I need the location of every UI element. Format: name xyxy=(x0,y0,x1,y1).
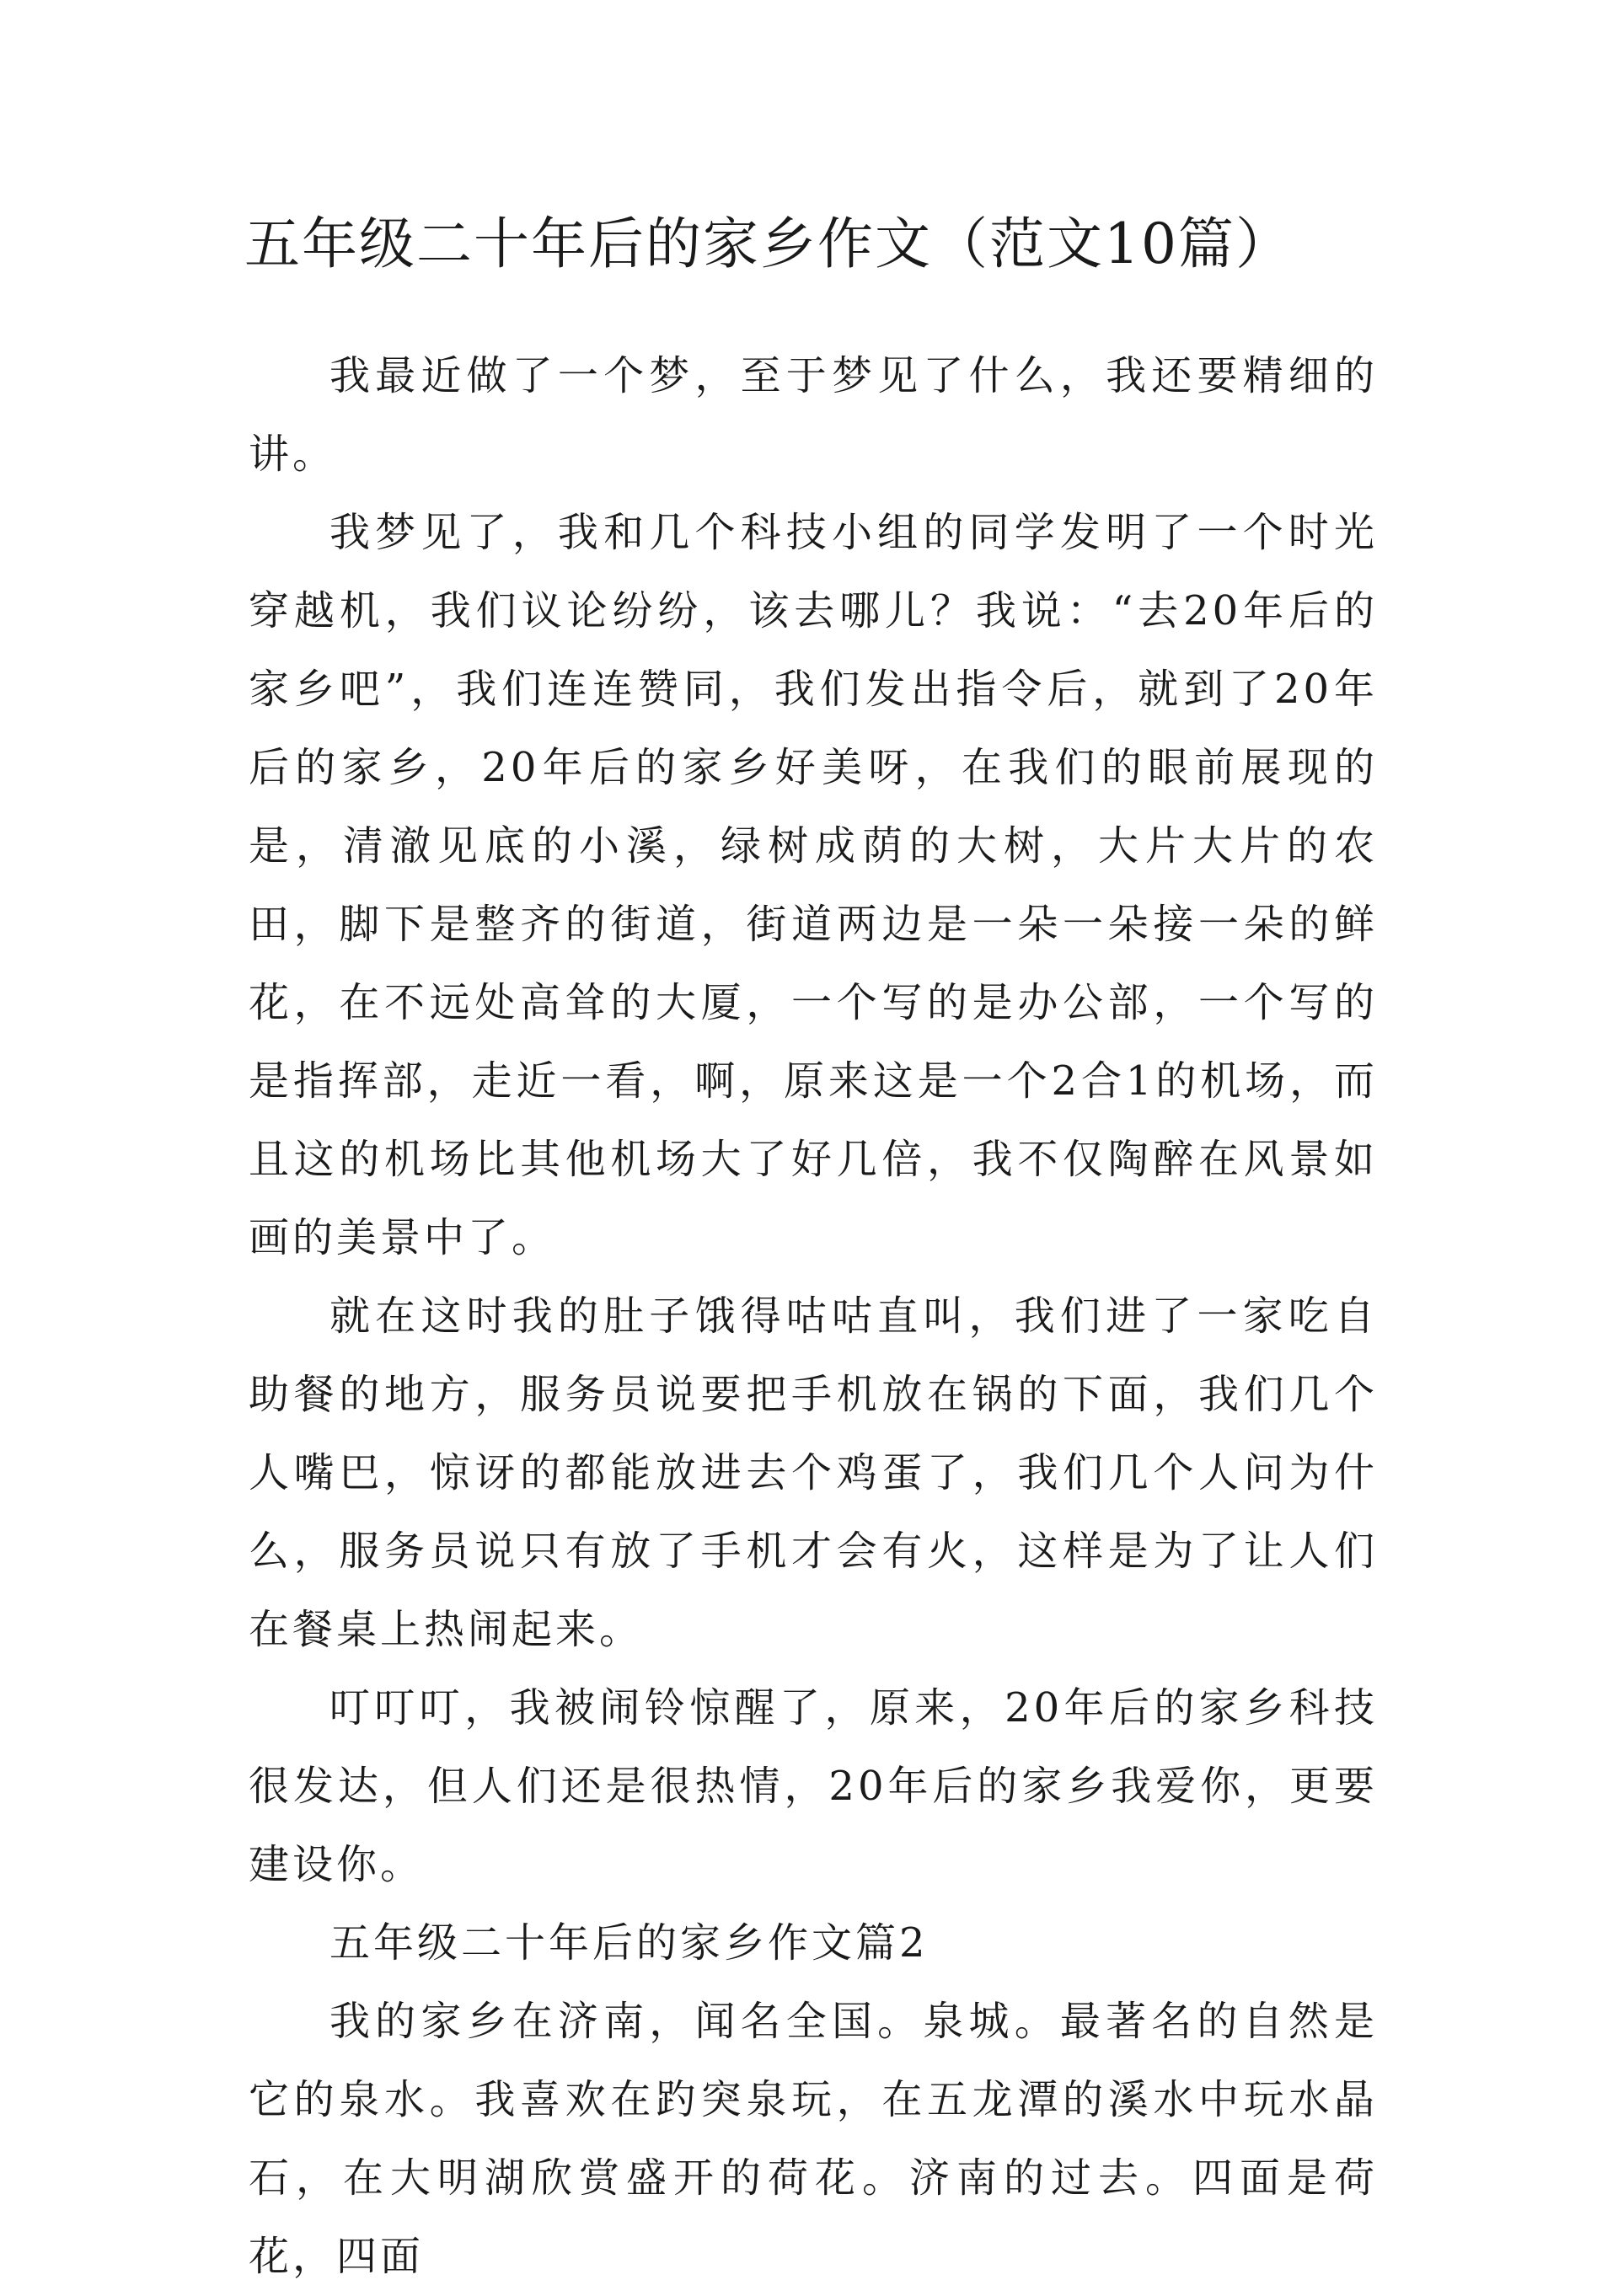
document-title: 五年级二十年后的家乡作文（范文10篇） xyxy=(244,211,1293,276)
paragraph: 我最近做了一个梦，至于梦见了什么，我还要精细的讲。 xyxy=(249,352,1378,478)
section-heading: 五年级二十年后的家乡作文篇2 xyxy=(329,1919,929,1967)
paragraph: 我的家乡在济南，闻名全国。泉城。最著名的自然是它的泉水。我喜欢在趵突泉玩，在五龙潭的溪水中玩水晶石，在大明湖欣赏盛开的荷花。济南的过去。四面是荷花，四面 xyxy=(249,1998,1378,2280)
paragraph: 叮叮叮，我被闹铃惊醒了，原来，20年后的家乡科技很发达，但人们还是很热情，20年后的家乡我爱你，更要建设你。 xyxy=(249,1684,1378,1888)
document-body xyxy=(249,337,1378,2296)
paragraph: 就在这时我的肚子饿得咕咕直叫，我们进了一家吃自助餐的地方，服务员说要把手机放在锅的下面，我们几个人嘴巴，惊讶的都能放进去个鸡蛋了，我们几个人问为什么，服务员说只有放了手机才会有火，这样是为了让人们在餐桌上热闹起来。 xyxy=(249,1293,1378,1653)
paragraph: 我梦见了，我和几个科技小组的同学发明了一个时光穿越机，我们议论纷纷，该去哪儿？我说：“去20年后的家乡吧”，我们连连赞同，我们发出指令后，就到了20年后的家乡，20年后的家乡好美呀，在我们的眼前展现的是，清澈见底的小溪，绿树成荫的大树，大片大片的农田，脚下是整齐的街道，街道两边是一朵一朵接一朵的鲜花，在不远处高耸的大厦，一个写的是办公部，一个写的是指挥部，走近一看，啊，原来这是一个2合1的机场，而且这的机场比其他机场大了好几倍，我不仅陶醉在风景如画的美景中了。 xyxy=(249,509,1378,1261)
